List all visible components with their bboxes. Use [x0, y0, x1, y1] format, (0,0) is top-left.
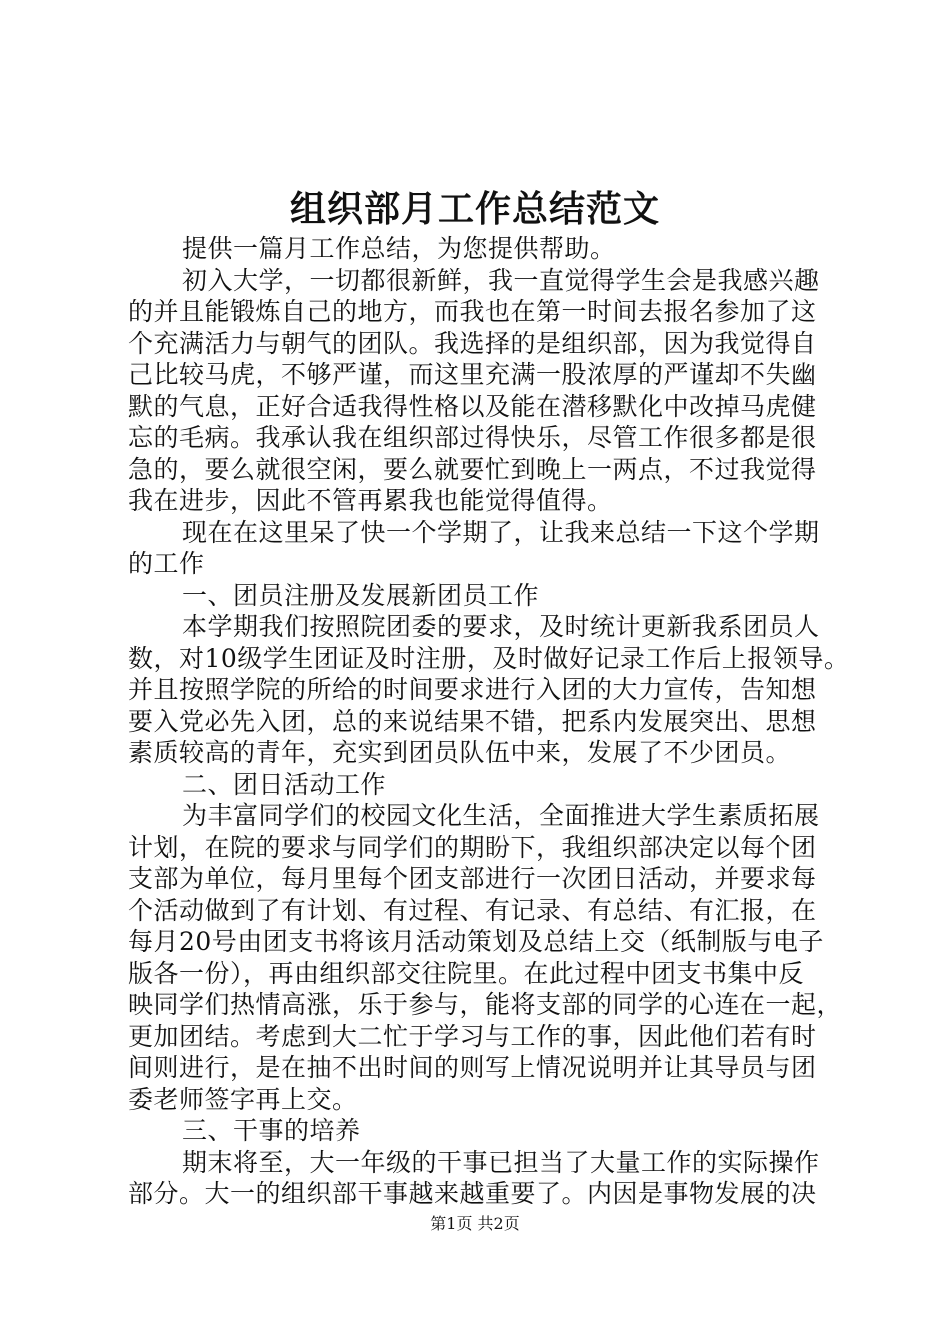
text-line: 的并且能锻炼自己的地方，而我也在第一时间去报名参加了这 [128, 297, 817, 326]
text-line: 版各一份），再由组织部交往院里。在此过程中团支书集中反 [128, 958, 805, 988]
page-footer: 第1页 共2页 [430, 1214, 520, 1233]
text-line: 每月20号由团支书将该月活动策划及总结上交（纸制版与电子 [128, 927, 824, 956]
text-line: 本学期我们按照院团委的要求，及时统计更新我系团员人 [182, 612, 820, 641]
text-line: 计划，在院的要求与同学们的期盼下，我组织部决定以每个团 [128, 832, 817, 862]
text-line: 默的气息，正好合适我得性格以及能在潜移默化中改掉马虎健 [128, 391, 817, 421]
text-line: 忘的毛病。我承认我在组织部过得快乐，尽管工作很多都是很 [128, 423, 817, 452]
text-line: 要入党必先入团，总的来说结果不错，把系内发展突出、思想 [128, 706, 817, 736]
text-line: 己比较马虎，不够严谨，而这里充满一股浓厚的严谨却不失幽 [128, 360, 817, 389]
text-line: 委老师签字再上交。 [128, 1084, 358, 1114]
text-line: 三、干事的培养 [182, 1116, 361, 1145]
text-line: 间则进行，是在抽不出时间的则写上情况说明并让其导员与团 [128, 1053, 817, 1082]
text-line: 数，对10级学生团证及时注册，及时做好记录工作后上报领导。 [128, 643, 850, 673]
text-line: 素质较高的青年，充实到团员队伍中来，发展了不少团员。 [128, 738, 792, 767]
text-line: 支部为单位，每月里每个团支部进行一次团日活动，并要求每 [128, 864, 817, 893]
text-line: 我在进步，因此不管再累我也能觉得值得。 [128, 486, 613, 515]
text-line: 初入大学，一切都很新鲜，我一直觉得学生会是我感兴趣 [182, 265, 820, 295]
text-line: 部分。大一的组织部干事越来越重要了。内因是事物发展的决 [128, 1179, 817, 1208]
text-line: 期末将至，大一年级的干事已担当了大量工作的实际操作 [182, 1147, 820, 1177]
text-line: 映同学们热情高涨，乐于参与，能将支部的同学的心连在一起， [128, 990, 843, 1019]
document-body [128, 233, 850, 1210]
text-line: 为丰富同学们的校园文化生活，全面推进大学生素质拓展 [182, 801, 820, 830]
text-line: 急的，要么就很空闲，要么就要忙到晚上一两点，不过我觉得 [128, 454, 817, 484]
text-line: 二、团日活动工作 [182, 769, 387, 799]
text-line: 更加团结。考虑到大二忙于学习与工作的事，因此他们若有时 [128, 1021, 817, 1051]
text-line: 并且按照学院的所给的时间要求进行入团的大力宣传，告知想 [128, 675, 817, 704]
text-line: 现在在这里呆了快一个学期了，让我来总结一下这个学期 [182, 517, 820, 547]
text-line: 个活动做到了有计划、有过程、有记录、有总结、有汇报，在 [128, 895, 817, 925]
text-line: 一、团员注册及发展新团员工作 [182, 580, 540, 610]
text-line: 的工作 [128, 549, 205, 578]
text-line: 提供一篇月工作总结，为您提供帮助。 [182, 234, 616, 263]
document-title: 组织部月工作总结范文 [289, 188, 660, 230]
text-line: 个充满活力与朝气的团队。我选择的是组织部，因为我觉得自 [128, 328, 817, 358]
